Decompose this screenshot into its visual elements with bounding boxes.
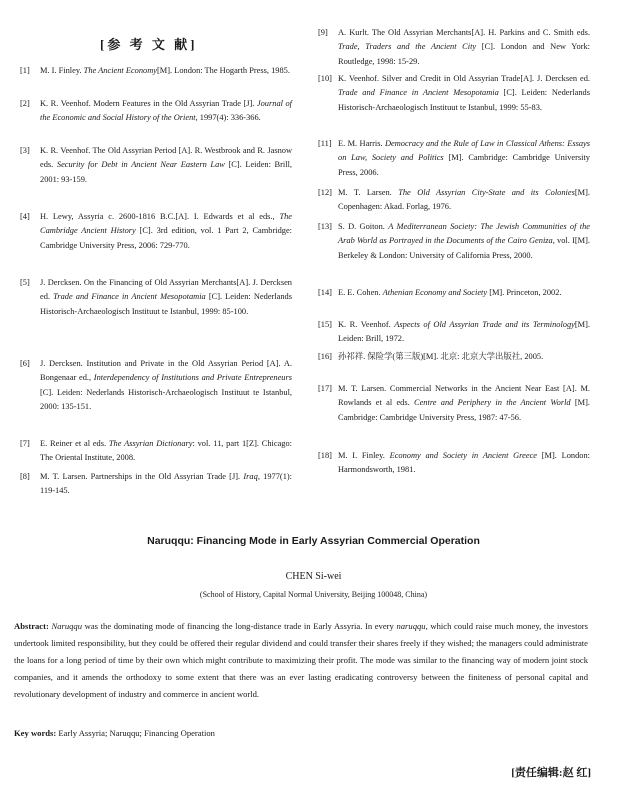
reference-item: [17] M. T. Larsen. Commercial Networks in the Ancient Near East [A]. M. Rowlands et al eds. Centre and Periphery in the Ancient World [M]. Cambridge: Cambridge University Press, 1987: 47-56. xyxy=(318,384,590,422)
reference-item: [18] M. I. Finley. Economy and Society in Ancient Greece [M]. London: Harmondsworth, 1981. xyxy=(318,451,590,475)
reference-number: [15] xyxy=(318,320,332,329)
reference-item: [5] J. Dercksen. On the Financing of Old Assyrian Merchants[A]. J. Dercksen ed. Trade and Finance in Ancient Mesopotamia [C]. Leiden: Nederlands Historisch-Archaeologisch Instituut te Istanbul, 1999: 85-100. xyxy=(20,278,293,316)
reference-number: [12] xyxy=(318,188,332,197)
reference-item: [16] 孙祁祥. 保险学(第三版)[M]. 北京: 北京大学出版社, 2005. xyxy=(318,350,590,364)
keywords xyxy=(14,726,588,740)
abstract-label: Abstract: xyxy=(14,621,49,631)
reference-number: [17] xyxy=(318,384,332,393)
reference-number: [14] xyxy=(318,288,332,297)
article-author: CHEN Si-wei xyxy=(285,571,342,582)
reference-number: [7] xyxy=(20,439,30,448)
reference-item: [14] E. E. Cohen. Athenian Economy and Society [M]. Princeton, 2002. xyxy=(318,286,590,300)
keywords-text: Early Assyria; Naruqqu; Financing Operation xyxy=(58,728,215,738)
reference-item: [6] J. Dercksen. Institution and Private in the Old Assyrian Period [A]. A. Bongenaar ed., Interdependency of Institutions and Private Entrepreneurs [C]. Leiden: Nederlands Historisch-Archaeologisch Instituut te Istanbul, 2000: 135-151. xyxy=(20,359,293,412)
reference-number: [18] xyxy=(318,451,332,460)
reference-item: [8] M. T. Larsen. Partnerships in the Old Assyrian Trade [J]. Iraq, 1977(1): 119-145. xyxy=(20,472,292,496)
reference-item: [13] S. D. Goiton. A Mediterranean Society: The Jewish Communities of the Arab World as Portrayed in the Documents of the Cairo Geniza, vol. I[M]. Berkeley & London: University of California Press, 2000. xyxy=(318,222,590,260)
reference-number: [4] xyxy=(20,212,30,221)
reference-item: [10] K. Veenhof. Silver and Credit in Old Assyrian Trade[A]. J. Dercksen ed. Trade and Finance in Ancient Mesopotamia [C]. Leiden: Nederlands Historisch-Archaeologisch Instituut te Istanbul, 1999: 55-83. xyxy=(318,74,590,112)
reference-number: [6] xyxy=(20,359,30,368)
reference-number: [5] xyxy=(20,278,30,287)
abstract: Abstract: Naruqqu was the dominating mode of financing the long-distance trade in Early Assyria. In every naruqqu, which could raise much money, the investors undertook limited responsibility, but they could be offered their regular dividend and could transfer their shares freely if they wished; the managers could administrate the loans for a long period of time by their own which might contribute to maximizing their profit. The mode was similar to the financing way of modern joint stock companies, and it amends the orthodoxy to some extent that there was an ever lasting eradicating controversy between the finiteness of personal capital and revolutionary development of industry and commerce in ancient world. xyxy=(14,621,588,699)
article-title: Naruqqu: Financing Mode in Early Assyrian Commercial Operation xyxy=(147,535,480,547)
reference-item: [3] K. R. Veenhof. The Old Assyrian Period [A]. R. Westbrook and R. Jasnow eds. Security for Debt in Ancient Near Eastern Law [C]. Leiden: Brill, 2001: 93-159. xyxy=(20,146,292,184)
reference-item: [1] M. I. Finley. The Ancient Economy[M]. London: The Hogarth Press, 1985. xyxy=(20,64,292,78)
references-heading: [参 考 文 献] xyxy=(100,37,198,52)
reference-item: [7] E. Reiner et al eds. The Assyrian Dictionary: vol. 11, part 1[Z]. Chicago: The Oriental Institute, 2008. xyxy=(20,439,292,463)
reference-number: [11] xyxy=(318,139,332,148)
reference-number: [3] xyxy=(20,146,30,155)
abstract-term: Naruqqu xyxy=(51,621,83,631)
reference-number: [9] xyxy=(318,28,328,37)
reference-item: [15] K. R. Veenhof. Aspects of Old Assyrian Trade and its Terminology[M]. Leiden: Brill, 1972. xyxy=(318,320,590,344)
responsible-editor: [责任编辑:赵 红] xyxy=(511,767,591,779)
article-affiliation: (School of History, Capital Normal University, Beijing 100048, China) xyxy=(199,590,428,599)
reference-number: [2] xyxy=(20,99,30,108)
reference-number: [10] xyxy=(318,74,332,83)
reference-number: [13] xyxy=(318,222,332,231)
reference-item: [2] K. R. Veenhof. Modern Features in the Old Assyrian Trade [J]. Journal of the Economic and Social History of the Orient, 1997(4): 336-366. xyxy=(20,99,292,123)
reference-item: [12] M. T. Larsen. The Old Assyrian City-State and its Colonies[M]. Copenhagen: Akad. Forlag, 1976. xyxy=(318,188,590,212)
reference-item: [4] H. Lewy, Assyria c. 2600-1816 B.C.[A]. I. Edwards et al eds., The Cambridge Ancient History [C]. 3rd edition, vol. 1 Part 2, Cambridge: Cambridge University Press, 2006: 729-770. xyxy=(20,212,292,250)
reference-number: [1] xyxy=(20,66,30,75)
keywords-label: Key words: xyxy=(14,728,57,738)
reference-item: [9] A. Kurlt. The Old Assyrian Merchants[A]. H. Parkins and C. Smith eds. Trade, Traders and the Ancient City [C]. London and New York: Routledge, 1998: 15-29. xyxy=(318,28,590,66)
abstract-term: naruqqu xyxy=(396,621,426,631)
reference-number: [8] xyxy=(20,472,30,481)
reference-item: [11] E. M. Harris. Democracy and the Rule of Law in Classical Athens: Essays on Law, Society and Politics [M]. Cambridge: Cambridge University Press, 2006. xyxy=(318,139,591,177)
reference-number: [16] xyxy=(318,352,332,361)
